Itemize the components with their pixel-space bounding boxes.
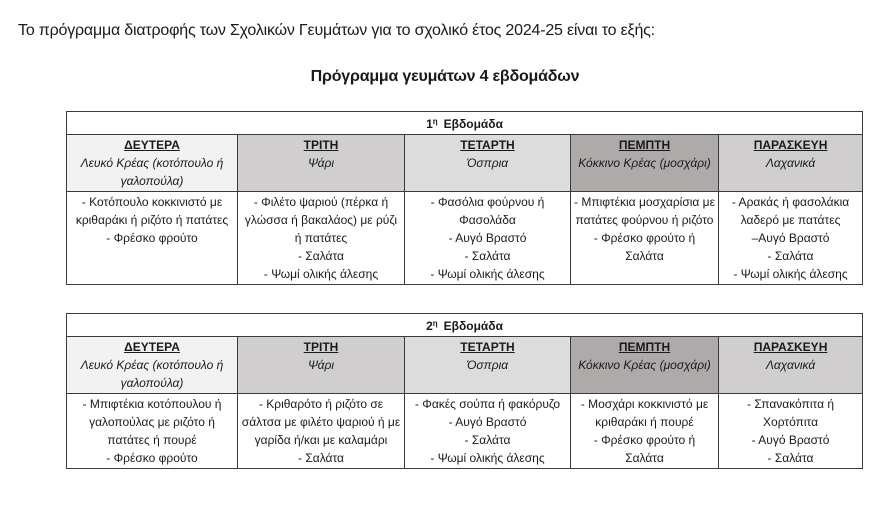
day-header-thursday [571, 337, 719, 394]
menu-cell-wednesday [405, 394, 571, 469]
week-title [67, 112, 863, 135]
day-header-friday [719, 135, 863, 192]
menu-item: - Σαλάτα [298, 451, 344, 465]
menu-item: - Σαλάτα [767, 451, 814, 465]
menu-item: - Φρέσκο φρούτο ή Σαλάτα [593, 433, 696, 465]
day-name: ΠΑΡΑΣΚΕΥΗ [753, 340, 828, 354]
menu-item: - Κοτόπουλο κοκκινιστό με κριθαράκι ή ριζότο ή πατάτες [75, 195, 229, 227]
menu-cell-thursday [571, 394, 719, 469]
day-name: ΤΡΙΤΗ [303, 138, 339, 152]
menu-item: - Φρέσκο φρούτο [106, 231, 198, 245]
menu-item: - Φιλέτο ψαριού (πέρκα ή γλώσσα ή βακαλάος) με ρύζι ή πατάτες [244, 195, 398, 245]
day-name: ΤΡΙΤΗ [303, 340, 339, 354]
day-name: ΔΕΥΤΕΡΑ [124, 340, 180, 354]
menu-row [67, 192, 863, 285]
menu-item: - Σαλάτα [464, 249, 511, 263]
menu-item: - Φρέσκο φρούτο [106, 451, 198, 465]
day-header-friday [719, 337, 863, 394]
day-header-wednesday [405, 337, 571, 394]
day-header-row [67, 337, 863, 394]
menu-item: - Φασόλια φούρνου ή Φασολάδα [430, 195, 545, 227]
week-label: Εβδομάδα [443, 117, 503, 131]
menu-item: - Ψωμί ολικής άλεσης [430, 451, 545, 465]
day-name: ΠΕΜΠΤΗ [618, 138, 671, 152]
week-label: Εβδομάδα [443, 319, 503, 333]
menu-cell-friday [719, 192, 863, 285]
week-number: 2 [426, 319, 433, 333]
menu-cell-monday [67, 192, 238, 285]
menu-item: - Σαλάτα [464, 433, 511, 447]
day-header-thursday [571, 135, 719, 192]
day-category: Λευκό Κρέας (κοτόπουλο ή γαλοπούλα) [80, 358, 224, 390]
menu-item: –Αυγό Βραστό [751, 231, 830, 245]
day-name: ΠΑΡΑΣΚΕΥΗ [753, 138, 828, 152]
menu-item: - Σαλάτα [767, 249, 814, 263]
menu-cell-wednesday [405, 192, 571, 285]
menu-row [67, 394, 863, 469]
day-category: Κόκκινο Κρέας (μοσχάρι) [578, 358, 711, 372]
menu-item: - Αυγό Βραστό [751, 433, 830, 447]
menu-item: - Ψωμί ολικής άλεσης [430, 267, 545, 281]
menu-item: - Σαλάτα [298, 249, 344, 263]
day-category: Όσπρια [466, 156, 509, 170]
menu-item: - Αυγό Βραστό [448, 231, 527, 245]
day-header-monday [67, 337, 238, 394]
week-2-table [66, 313, 863, 469]
menu-cell-tuesday [238, 394, 405, 469]
menu-cell-friday [719, 394, 863, 469]
day-category: Κόκκινο Κρέας (μοσχάρι) [578, 156, 711, 170]
menu-item: - Μπιφτέκια κοτόπουλου ή γαλοπούλας με ριζότο ή πατάτες ή πουρέ [82, 397, 222, 447]
day-header-row [67, 135, 863, 192]
day-category: Λαχανικά [765, 156, 816, 170]
week-number: 1 [426, 117, 433, 131]
day-name: ΤΕΤΑΡΤΗ [460, 138, 515, 152]
menu-item: - Αρακάς ή φασολάκια λαδερό με πατάτες [731, 195, 850, 227]
day-header-tuesday [238, 337, 405, 394]
day-category: Ψάρι [307, 156, 335, 170]
week-title-row [67, 112, 863, 135]
week-title [67, 314, 863, 337]
day-category: Όσπρια [466, 358, 509, 372]
intro-text: Το πρόγραμμα διατροφής των Σχολικών Γευμάτων για το σχολικό έτος 2024-25 είναι το εξής: [18, 22, 655, 39]
menu-cell-tuesday [238, 192, 405, 285]
week-title-row [67, 314, 863, 337]
day-header-wednesday [405, 135, 571, 192]
menu-item: - Ψωμί ολικής άλεσης [263, 267, 379, 281]
menu-item: - Φακές σούπα ή φακόρυζο [414, 397, 561, 411]
day-category: Ψάρι [307, 358, 335, 372]
day-name: ΠΕΜΠΤΗ [618, 340, 671, 354]
menu-item: - Μοσχάρι κοκκινιστό με κριθαράκι ή πουρέ [580, 397, 709, 429]
day-header-monday [67, 135, 238, 192]
day-header-tuesday [238, 135, 405, 192]
week-ordinal-suffix: η [432, 319, 438, 328]
menu-item: - Φρέσκο φρούτο ή Σαλάτα [593, 231, 696, 263]
day-name: ΔΕΥΤΕΡΑ [124, 138, 180, 152]
menu-item: - Μπιφτέκια μοσχαρίσια με πατάτες φούρνου ή ριζότο [574, 195, 715, 227]
menu-item: - Αυγό Βραστό [448, 415, 527, 429]
page-heading: Πρόγραμμα γευμάτων 4 εβδομάδων [310, 68, 580, 85]
week-ordinal-suffix: η [432, 117, 438, 126]
menu-cell-thursday [571, 192, 719, 285]
menu-cell-monday [67, 394, 238, 469]
day-category: Λευκό Κρέας (κοτόπουλο ή γαλοπούλα) [80, 156, 224, 188]
menu-item: - Κριθαρότο ή ριζότο σε σάλτσα με φιλέτο ψαριού ή με γαρίδα ή/και με καλαμάρι [241, 397, 401, 447]
menu-item: - Ψωμί ολικής άλεσης [733, 267, 848, 281]
week-1-table [66, 111, 863, 285]
day-category: Λαχανικά [765, 358, 816, 372]
day-name: ΤΕΤΑΡΤΗ [460, 340, 515, 354]
menu-item: - Σπανακόπιτα ή Χορτόπιτα [747, 397, 835, 429]
